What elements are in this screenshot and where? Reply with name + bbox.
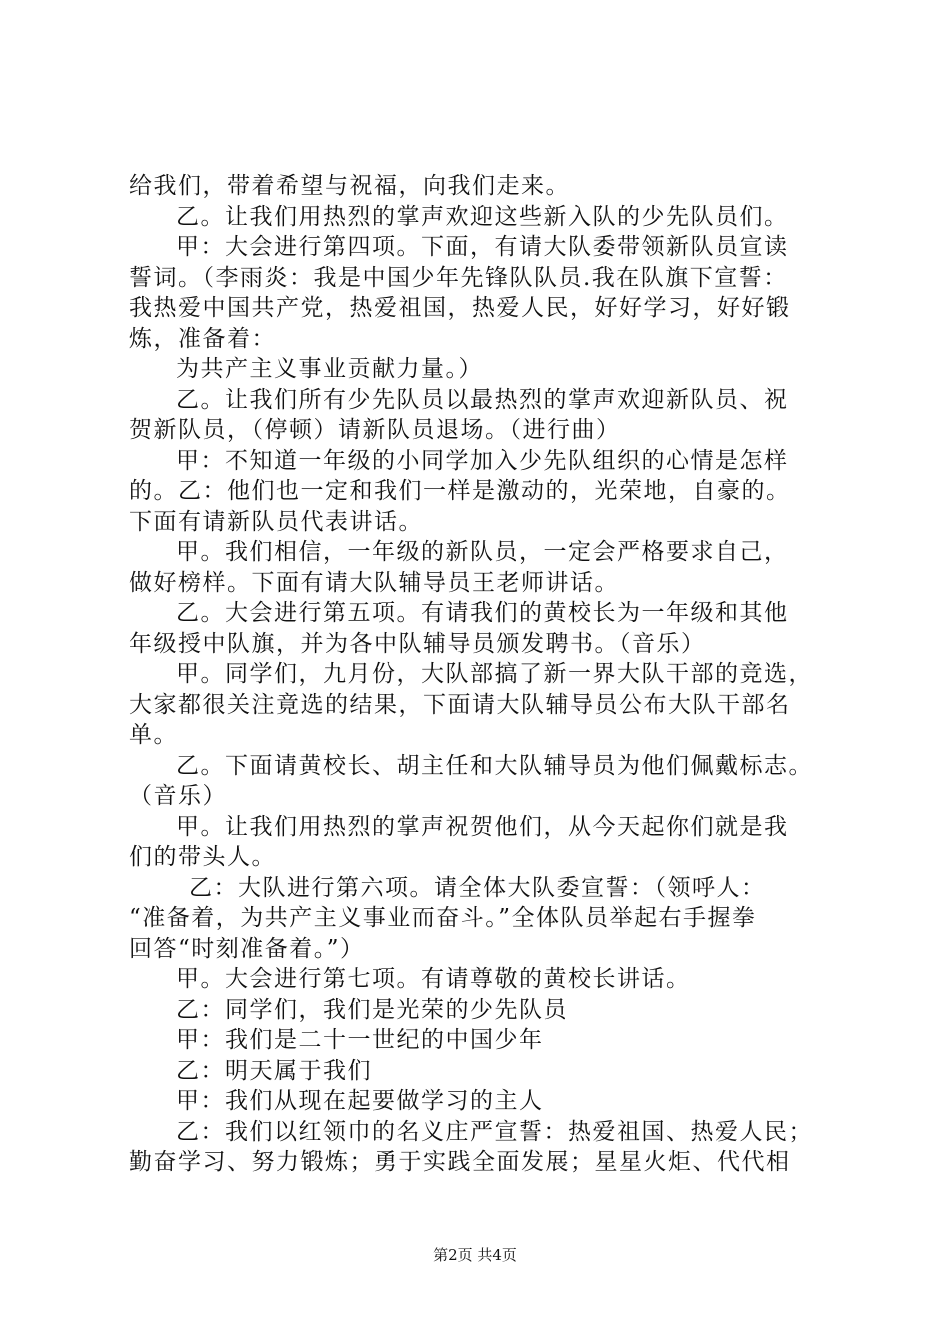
text-line: 大家都很关注竟选的结果，下面请大队辅导员公布大队干部名 — [129, 691, 791, 718]
text-line: 甲。让我们用热烈的掌声祝贺他们，从今天起你们就是我 — [176, 813, 789, 840]
text-line: 乙。让我们所有少先队员以最热烈的掌声欢迎新队员、祝 — [176, 386, 789, 413]
text-line: 甲。我们相信，一年级的新队员，一定会严格要求自己， — [176, 539, 789, 565]
text-line: 乙。大会进行第五项。有请我们的黄校长为一年级和其他 — [176, 600, 789, 626]
text-line: 做好榜样。下面有请大队辅导员王老师讲话。 — [129, 569, 619, 596]
text-line: 甲：我们从现在起要做学习的主人 — [176, 1088, 544, 1114]
page-footer: 第2页 共4页 — [433, 1246, 517, 1264]
text-line: 乙：大队进行第六项。请全体大队委宣誓：（领呼人： — [189, 874, 766, 901]
text-line: 甲：不知道一年级的小同学加入少先队组织的心情是怎样 — [176, 447, 789, 474]
text-line: 为共产主义事业贡献力量。） — [176, 356, 483, 382]
document-body — [129, 171, 841, 1178]
text-line: “准备着，为共产主义事业而奋斗。”全体队员举起右手握拳 — [129, 905, 757, 931]
text-line: 贺新队员，（停顿）请新队员退场。（进行曲） — [129, 417, 621, 443]
text-line: 乙。下面请黄校长、胡主任和大队辅导员为他们佩戴标志。 — [176, 752, 813, 779]
text-line: 乙：同学们，我们是光荣的少先队员 — [176, 996, 568, 1023]
text-line: （音乐） — [129, 783, 227, 809]
text-line: 乙：明天属于我们 — [176, 1057, 372, 1084]
text-line: 甲。大会进行第七项。有请尊敬的黄校长讲话。 — [176, 966, 691, 992]
text-line: 炼，准备着： — [129, 325, 276, 352]
text-line: 年级授中队旗，并为各中队辅导员颁发聘书。（音乐） — [129, 630, 706, 657]
text-line: 下面有请新队员代表讲话。 — [129, 508, 423, 535]
text-line: 甲：我们是二十一世纪的中国少年 — [176, 1027, 544, 1053]
text-line: 甲。同学们，九月份，大队部搞了新一界大队干部的竞选， — [176, 661, 813, 687]
text-line: 誓词。（李雨炎：我是中国少年先锋队队员.我在队旗下宣誓： — [129, 264, 788, 291]
text-line: 我热爱中国共产党，热爱祖国，热爱人民，好好学习，好好锻 — [129, 295, 791, 321]
text-line: 们的带头人。 — [129, 844, 276, 870]
text-line: 乙：我们以红领巾的名义庄严宣誓：热爱祖国、热爱人民； — [176, 1118, 813, 1145]
text-line: 乙。让我们用热烈的掌声欢迎这些新入队的少先队员们。 — [176, 203, 789, 230]
text-line: 的。乙：他们也一定和我们一样是激动的，光荣地，自豪的。 — [129, 478, 791, 504]
text-line: 甲：大会进行第四项。下面，有请大队委带领新队员宣读 — [176, 234, 789, 260]
text-line: 单。 — [129, 722, 178, 748]
text-line: 勤奋学习、努力锻炼；勇于实践全面发展；星星火炬、代代相 — [129, 1149, 791, 1175]
text-line: 回答“时刻准备着。”） — [129, 935, 365, 962]
text-line: 给我们，带着希望与祝福，向我们走来。 — [129, 173, 570, 199]
